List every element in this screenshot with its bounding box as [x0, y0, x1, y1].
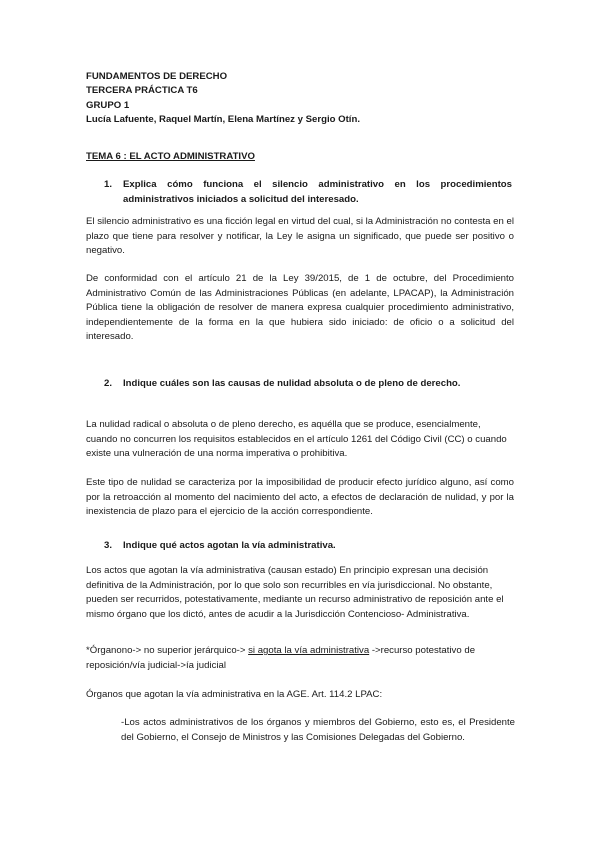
question-2	[104, 377, 512, 392]
flow-text-start: *Órganono-> no superior jerárquico->	[86, 645, 249, 656]
answer-3-flow-line	[86, 644, 514, 673]
flow-text-end: ->recurso potestativo de reposición/vía judicial->ía judicial	[86, 645, 476, 671]
answer-1-paragraph-1: El silencio administrativo es una ficción legal en virtud del cual, si la Administración no contesta en el plazo que tiene para resolver y notificar, la Ley le asigna un significado, que puede ser positivo o negativo.	[86, 216, 514, 257]
topic-heading: TEMA 6 : EL ACTO ADMINISTRATIVO	[86, 151, 255, 162]
answer-1-paragraph-2: De conformidad con el artículo 21 de la Ley 39/2015, de 1 de octubre, del Procedimiento Administrativo Común de las Administraciones Públicas (en adelante, LPACAP), la Administración Pública tiene la obligación de resolver de manera expresa cualquier procedimiento administrativo, independientemente de la forma en la que hubiera sido iniciado: de oficio o a solicitud del interesado.	[86, 273, 514, 343]
answer-2-paragraph-1: La nulidad radical o absoluta o de pleno derecho, es aquélla que se produce, esencialmente, cuando no concurren los requisitos establecidos en el artículo 1261 del Código Civil (CC) o cuando existe una vulneración de una norma imperativa o prohibitiva.	[86, 419, 507, 460]
group-label: GRUPO 1	[86, 99, 130, 111]
question-number: 2.	[104, 378, 113, 389]
course-title: FUNDAMENTOS DE DERECHO	[86, 71, 228, 82]
answer-3-list-item: -Los actos administrativos de los órganos y miembros del Gobierno, esto es, el Presidente del Gobierno, el Consejo de Ministros y las Comisiones Delegadas del Gobierno.	[121, 717, 515, 743]
question-text: Indique cuáles son las causas de nulidad absoluta o de pleno de derecho.	[123, 378, 461, 389]
question-number: 3.	[104, 540, 113, 551]
practice-title: TERCERA PRÁCTICA T6	[86, 85, 198, 97]
question-1	[104, 178, 512, 207]
question-number: 1.	[104, 179, 113, 190]
answer-2-paragraph-2: Este tipo de nulidad se caracteriza por la imposibilidad de producir efecto jurídico alguno, así como por la retroacción al momento del nacimiento del acto, a efectos de declaración de nulidad, y por la inexistencia de plazo para el ejercicio de la acción correspondiente.	[86, 477, 514, 518]
answer-3-paragraph-1: Los actos que agotan la vía administrativa (causan estado) En principio expresan una decisión definitiva de la Administración, por lo que solo son recurribles en vía jurisdiccional. No obstante, pueden ser recurridos, potestativamente, mediante un recurso administrativo de reposición ante el mismo órgano que los dictó, antes de acudir a la Jurisdicción Contencioso- Administrativa.	[86, 565, 504, 620]
answer-3-paragraph-3: Órganos que agotan la vía administrativa en la AGE. Art. 114.2 LPAC:	[86, 689, 383, 700]
authors: Lucía Lafuente, Raquel Martín, Elena Martínez y Sergio Otín.	[86, 114, 361, 126]
question-3	[104, 539, 512, 554]
question-text: Indique qué actos agotan la vía administrativa.	[123, 540, 336, 551]
question-text: Explica cómo funciona el silencio administrativo en los procedimientos administrativos iniciados a solicitud del interesado.	[123, 179, 512, 205]
flow-underlined: si agota la vía administrativa	[248, 645, 370, 656]
document-header	[86, 70, 360, 128]
